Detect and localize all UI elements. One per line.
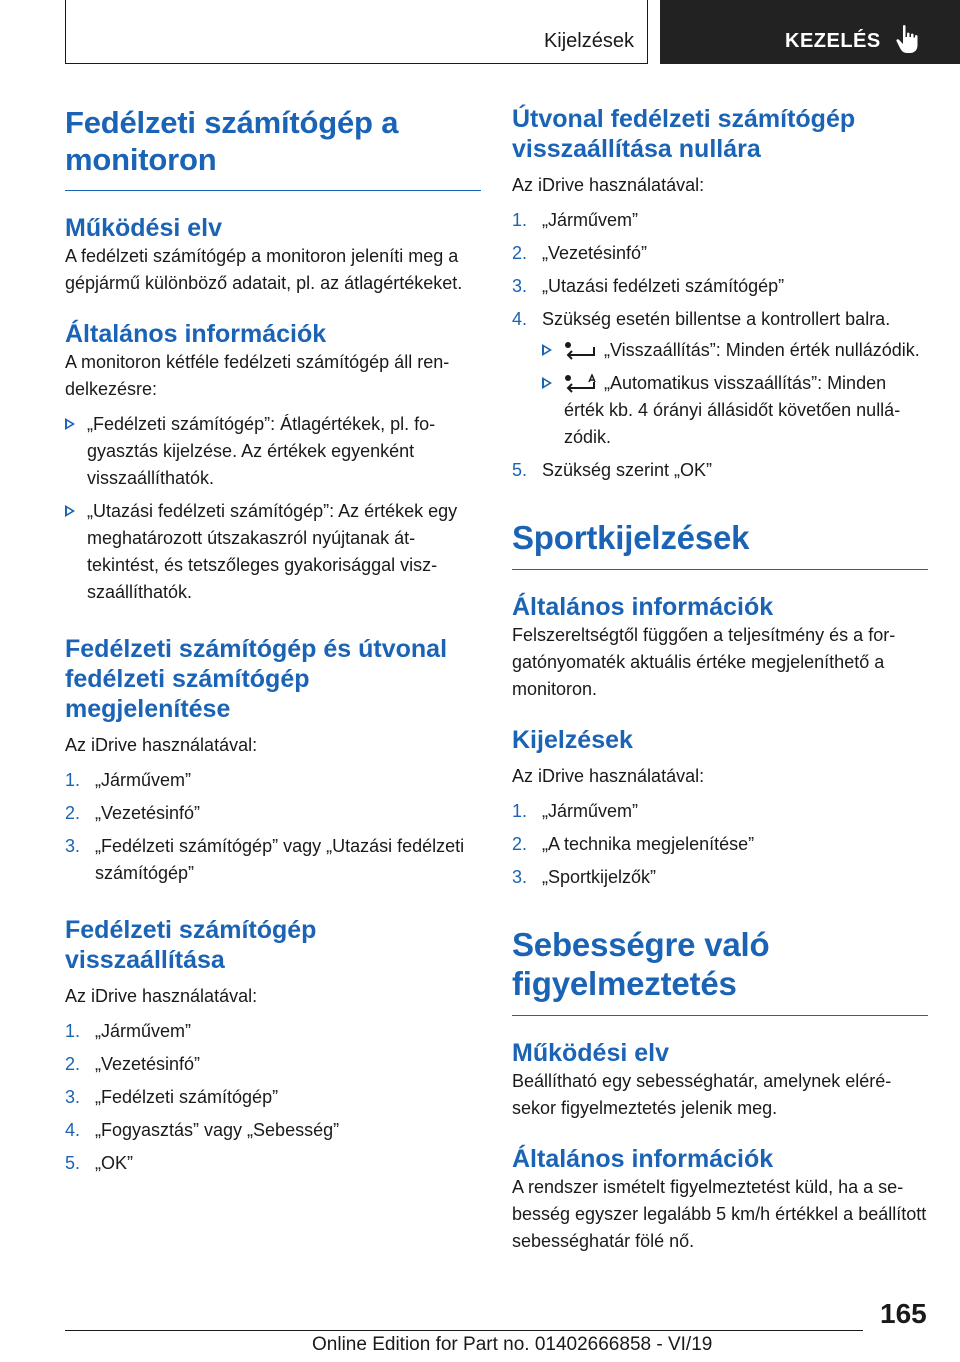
list-item: 2. „Vezetésinfó” bbox=[65, 803, 201, 823]
list-item: 2. „Vezetésinfó” bbox=[65, 1054, 201, 1074]
triangle-bullet-icon bbox=[65, 418, 75, 430]
section-heading: Általános információk bbox=[512, 1145, 774, 1173]
list-item: 5. Szükség szerint „OK” bbox=[512, 460, 713, 480]
list-item: 1. „Járművem” bbox=[512, 210, 639, 230]
triangle-bullet-icon bbox=[65, 505, 75, 517]
page-title: Fedélzeti számítógép a monitoron bbox=[65, 105, 399, 177]
section-text: A monitoron kétféle fedélzeti számítógép áll rendelkezésre: bbox=[65, 352, 450, 399]
page-number: 165 bbox=[880, 1298, 927, 1329]
list-item: 1. „Járművem” bbox=[512, 801, 639, 821]
footer-edition: Online Edition for Part no. 01402666858 - VI/19 bbox=[312, 1334, 713, 1355]
step-list bbox=[512, 798, 928, 891]
step-list bbox=[512, 207, 928, 484]
list-item: 4. Szükség esetén billentse a kontrollert balra. „Visszaállítás”: Minden érték nullázódik. „Automatikus visszaállítás”: Minden érték kb. 4 órányi állásidőt követően nullázódik. bbox=[512, 306, 928, 451]
list-item: 3. „Fedélzeti számítógép” vagy „Utazási fedélzeti számítógép” bbox=[65, 836, 465, 883]
section-text: Az iDrive használatával: bbox=[65, 735, 258, 755]
section-text: Beállítható egy sebességhatár, amelynek elérésekor figyelmeztetés jelenik meg. bbox=[512, 1071, 892, 1118]
list-item: 4. „Fogyasztás” vagy „Sebesség” bbox=[65, 1120, 340, 1140]
header-section-title: Kijelzések bbox=[543, 30, 634, 52]
page-title: Sportkijelzések bbox=[512, 519, 750, 556]
section-text: Az iDrive használatával: bbox=[512, 175, 705, 195]
bullet-list bbox=[65, 411, 481, 606]
section-heading: Általános információk bbox=[65, 320, 327, 348]
section-heading: Általános információk bbox=[512, 593, 774, 621]
reset-arrow-icon bbox=[564, 341, 598, 361]
list-item: 1. „Járművem” bbox=[65, 1021, 192, 1041]
section-text: Felszereltségtől függően a teljesítmény és a forgatónyomaték aktuális értéke megjeleníthető a monitoron. bbox=[512, 625, 896, 699]
footer-divider bbox=[65, 1330, 863, 1331]
triangle-bullet-icon bbox=[542, 344, 552, 356]
section-heading: Fedélzeti számítógép és útvonal fedélzeti számítógép megjelenítése bbox=[65, 635, 448, 723]
list-item: 2. „Vezetésinfó” bbox=[512, 243, 648, 263]
header-chapter-title: KEZELÉS bbox=[785, 30, 881, 52]
list-item: „Fedélzeti számítógép”: Átlagértékek, pl. fogyasztás kijelzése. Az értékek egyenként visszaállíthatók. bbox=[65, 411, 481, 492]
list-item: 3. „Fedélzeti számítógép” bbox=[65, 1087, 279, 1107]
page-title: Sebességre való figyelmeztetés bbox=[512, 926, 770, 1002]
section-heading: Működési elv bbox=[512, 1039, 669, 1067]
section-text: Az iDrive használatával: bbox=[512, 766, 705, 786]
list-item: 2. „A technika megjelenítése” bbox=[512, 834, 755, 854]
triangle-bullet-icon bbox=[542, 377, 552, 389]
list-item: „Utazási fedélzeti számítógép”: Az értékek egy meghatározott útszakaszról nyújtanak áttekintést, és tetszőleges gyakorisággal viszszaállíthatók. bbox=[65, 498, 481, 606]
step-list bbox=[65, 1018, 481, 1177]
section-text: A fedélzeti számítógép a monitoron jeleníti meg a gépjármű különböző adatait, pl. az átlagértékeket. bbox=[65, 246, 463, 293]
list-item: 5. „OK” bbox=[65, 1153, 133, 1173]
list-item: 3. „Utazási fedélzeti számítógép” bbox=[512, 276, 785, 296]
auto-reset-icon bbox=[564, 374, 598, 394]
list-item: „Visszaállítás”: Minden érték nullázódik. bbox=[542, 337, 928, 364]
section-heading: Kijelzések bbox=[512, 726, 633, 754]
section-heading: Működési elv bbox=[65, 214, 222, 242]
list-item: 1. „Járművem” bbox=[65, 770, 192, 790]
section-heading: Fedélzeti számítógép visszaállítása bbox=[65, 916, 317, 974]
sub-bullet-list bbox=[542, 337, 928, 451]
right-column bbox=[512, 104, 928, 1255]
hand-pointer-icon bbox=[895, 24, 921, 54]
list-item: „Automatikus visszaállítás”: Minden érték kb. 4 órányi állásidőt követően nullázódik. bbox=[542, 370, 928, 451]
section-text: Az iDrive használatával: bbox=[65, 986, 258, 1006]
section-text: A rendszer ismételt figyelmeztetést küld, ha a sebesség egyszer legalább 5 km/h értékkel a beállított sebességhatár fölé nő. bbox=[512, 1177, 927, 1251]
step-list bbox=[65, 767, 481, 887]
section-heading: Útvonal fedélzeti számítógép visszaállítása nullára bbox=[512, 105, 856, 163]
list-item: 3. „Sportkijelzők” bbox=[512, 867, 657, 887]
left-column bbox=[65, 104, 481, 1183]
